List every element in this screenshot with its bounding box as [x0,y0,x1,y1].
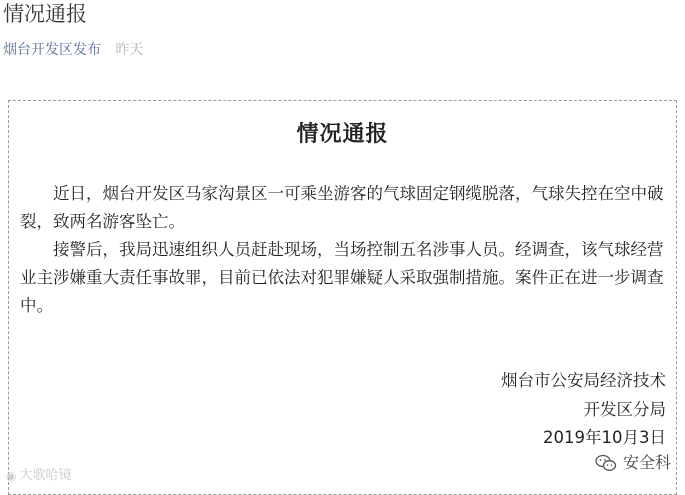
watermark-right [595,452,671,474]
article-title: 情况通报 [3,2,87,26]
publish-date: 昨天 [115,42,144,58]
notice-body [20,180,665,320]
signature-line: 烟台市公安局经济技术 [501,371,666,390]
account-name-link[interactable]: 烟台开发区发布 [3,42,101,58]
signature-line: 开发区分局 [583,399,666,419]
notice-paragraph: 近日，烟台开发区马家沟景区一可乘坐游客的气球固定钢缆脱落，气球失控在空中破裂，致两名游客坠亡。 [20,184,664,231]
wechat-logo-icon [595,454,617,472]
notice-heading: 情况通报 [296,122,389,147]
camera-icon: ◉ [6,469,17,483]
watermark-left [6,467,72,485]
notice-image [8,100,677,495]
watermark-right-text: 安全科 [622,453,671,472]
watermark-left-text: 大歌哈镜 [19,468,72,483]
notice-paragraph: 接警后，我局迅速组织人员赶赴现场，当场控制五名涉事人员。经调查，该气球经营业主涉嫌重大责任事故罪，目前已依法对犯罪嫌疑人采取强制措施。案件正在进一步调查中。 [20,240,664,315]
notice-signature [501,367,666,453]
signature-date: 2019年10月3日 [543,428,666,447]
article-meta [3,40,143,60]
